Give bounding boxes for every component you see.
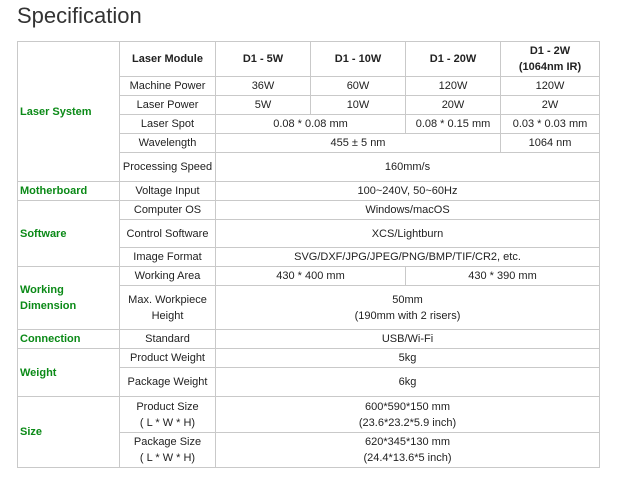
cell-value: 455 ± 5 nm — [216, 134, 501, 153]
cell-value: 1064 nm — [501, 134, 600, 153]
label-line: ( L * W * H) — [139, 452, 196, 464]
cell-value: 60W — [311, 77, 406, 96]
table-row — [18, 267, 600, 286]
cell-value: 0.08 * 0.08 mm — [216, 115, 406, 134]
specification-table — [17, 41, 600, 468]
header-d1-2w-ir: (1064nm IR) — [518, 61, 582, 73]
row-label-product-size — [120, 397, 216, 433]
cell-value: 20W — [406, 96, 501, 115]
table-row — [18, 201, 600, 220]
category-motherboard: Motherboard — [18, 182, 120, 201]
cell-value: 160mm/s — [216, 153, 600, 182]
cell-value: 6kg — [216, 368, 600, 397]
table-row — [18, 397, 600, 433]
header-d1-2w-model: D1 - 2W — [529, 45, 571, 57]
cell-value — [216, 286, 600, 330]
label-line: Height — [151, 309, 184, 322]
row-label-standard: Standard — [120, 330, 216, 349]
category-size: Size — [18, 397, 120, 468]
category-weight: Weight — [18, 349, 120, 397]
cell-value: SVG/DXF/JPG/JPEG/PNG/BMP/TIF/CR2, etc. — [216, 248, 600, 267]
row-label-control-software: Control Software — [120, 220, 216, 248]
row-label-working-area: Working Area — [120, 267, 216, 286]
cell-value: 5kg — [216, 349, 600, 368]
cell-value: Windows/macOS — [216, 201, 600, 220]
row-label-package-size — [120, 433, 216, 468]
label-line: Package Size — [133, 436, 202, 448]
cell-value — [216, 433, 600, 468]
header-d1-2w — [501, 42, 600, 77]
cell-value — [216, 397, 600, 433]
category-connection: Connection — [18, 330, 120, 349]
header-laser-module: Laser Module — [120, 42, 216, 77]
row-label-processing-speed: Processing Speed — [120, 153, 216, 182]
header-d1-10w: D1 - 10W — [311, 42, 406, 77]
category-software: Software — [18, 201, 120, 267]
row-label-voltage-input: Voltage Input — [120, 182, 216, 201]
row-label-product-weight: Product Weight — [120, 349, 216, 368]
cell-value: 10W — [311, 96, 406, 115]
row-label-image-format: Image Format — [120, 248, 216, 267]
label-line: Max. Workpiece — [128, 293, 207, 306]
cell-value: 120W — [501, 77, 600, 96]
row-label-machine-power: Machine Power — [120, 77, 216, 96]
cell-value: 0.08 * 0.15 mm — [406, 115, 501, 134]
table-header-row — [18, 42, 600, 77]
value-line: 600*590*150 mm — [364, 400, 450, 413]
cell-value: XCS/Lightburn — [216, 220, 600, 248]
label-line: Product Size — [136, 400, 199, 413]
header-d1-5w: D1 - 5W — [216, 42, 311, 77]
cell-value: 36W — [216, 77, 311, 96]
table-row — [18, 330, 600, 349]
table-row — [18, 349, 600, 368]
value-line: (24.4*13.6*5 inch) — [363, 452, 452, 464]
row-label-computer-os: Computer OS — [120, 201, 216, 220]
label-line: ( L * W * H) — [139, 416, 196, 429]
cell-value: 430 * 390 mm — [406, 267, 600, 286]
row-label-max-workpiece-height — [120, 286, 216, 330]
value-line: (23.6*23.2*5.9 inch) — [358, 416, 457, 429]
cell-value: 100~240V, 50~60Hz — [216, 182, 600, 201]
table-row — [18, 182, 600, 201]
cell-value: 430 * 400 mm — [216, 267, 406, 286]
row-label-package-weight: Package Weight — [120, 368, 216, 397]
page-title: Specification — [17, 3, 142, 28]
cell-value: 2W — [501, 96, 600, 115]
cell-value: USB/Wi-Fi — [216, 330, 600, 349]
header-d1-20w: D1 - 20W — [406, 42, 501, 77]
row-label-laser-power: Laser Power — [120, 96, 216, 115]
category-laser-system: Laser System — [18, 42, 120, 182]
cell-value: 0.03 * 0.03 mm — [501, 115, 600, 134]
value-line: (190mm with 2 risers) — [354, 309, 461, 322]
value-line: 620*345*130 mm — [364, 436, 450, 448]
category-working-line: Working — [20, 284, 64, 296]
category-dimension-line: Dimension — [20, 300, 77, 312]
row-label-wavelength: Wavelength — [120, 134, 216, 153]
category-working-dimension — [18, 267, 120, 330]
value-line: 50mm — [392, 293, 423, 306]
cell-value: 5W — [216, 96, 311, 115]
row-label-laser-spot: Laser Spot — [120, 115, 216, 134]
cell-value: 120W — [406, 77, 501, 96]
